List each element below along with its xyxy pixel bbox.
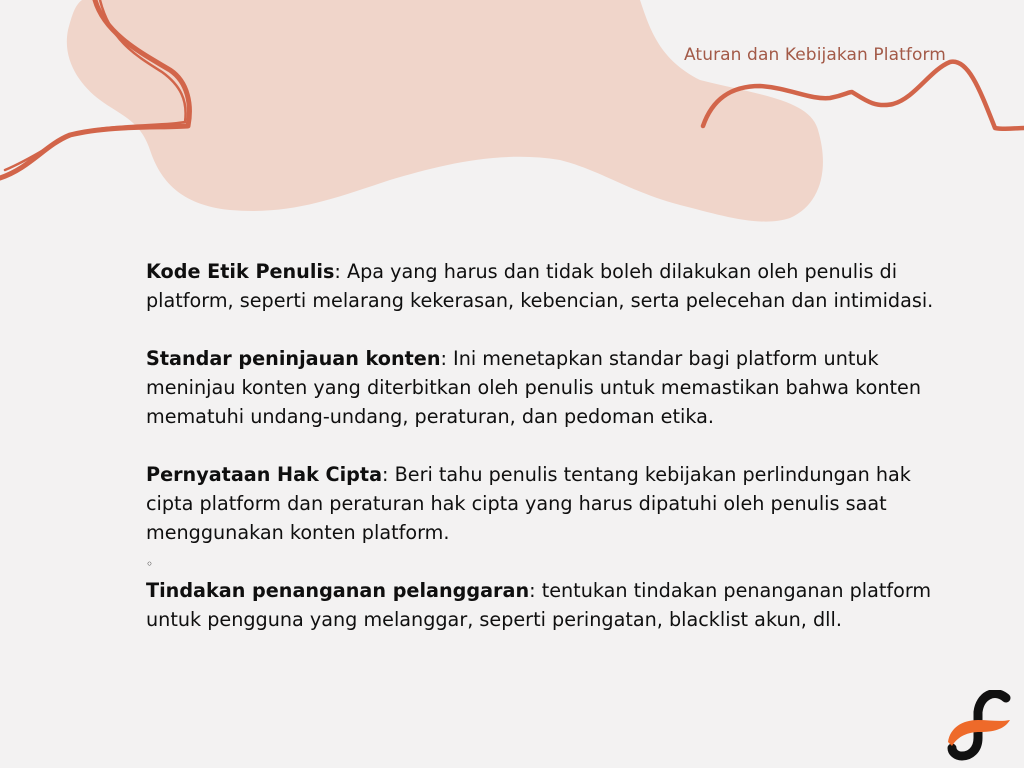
content-body xyxy=(146,257,956,634)
section-text: : Apa yang harus dan tidak boleh dilakukan oleh penulis di platform, seperti melarang kekerasan, kebencian, serta pelecehan dan intimidasi. xyxy=(146,260,934,312)
section-kode-etik xyxy=(146,257,956,315)
bullet-marker: ◦ xyxy=(146,557,154,571)
section-text: : Beri tahu penulis tentang kebijakan perlindungan hak cipta platform dan peraturan hak cipta yang harus dipatuhi oleh penulis saat menggunakan konten platform. xyxy=(146,463,911,544)
brand-logo-icon xyxy=(944,690,1012,762)
section-title: Tindakan penanganan pelanggaran xyxy=(146,579,530,602)
section-standar-peninjauan xyxy=(146,344,956,431)
section-hak-cipta xyxy=(146,460,956,547)
section-text: : Ini menetapkan standar bagi platform untuk meninjau konten yang diterbitkan oleh penulis untuk memastikan bahwa konten mematuhi undang-undang, peraturan, dan pedoman etika. xyxy=(146,347,921,428)
section-text: : tentukan tindakan penanganan platform untuk pengguna yang melanggar, seperti peringatan, blacklist akun, dll. xyxy=(146,579,932,631)
section-title: Kode Etik Penulis xyxy=(146,260,335,283)
page-title: Aturan dan Kebijakan Platform xyxy=(684,45,946,65)
section-title: Standar peninjauan konten xyxy=(146,347,441,370)
section-title: Pernyataan Hak Cipta xyxy=(146,463,383,486)
section-tindakan xyxy=(146,576,956,634)
